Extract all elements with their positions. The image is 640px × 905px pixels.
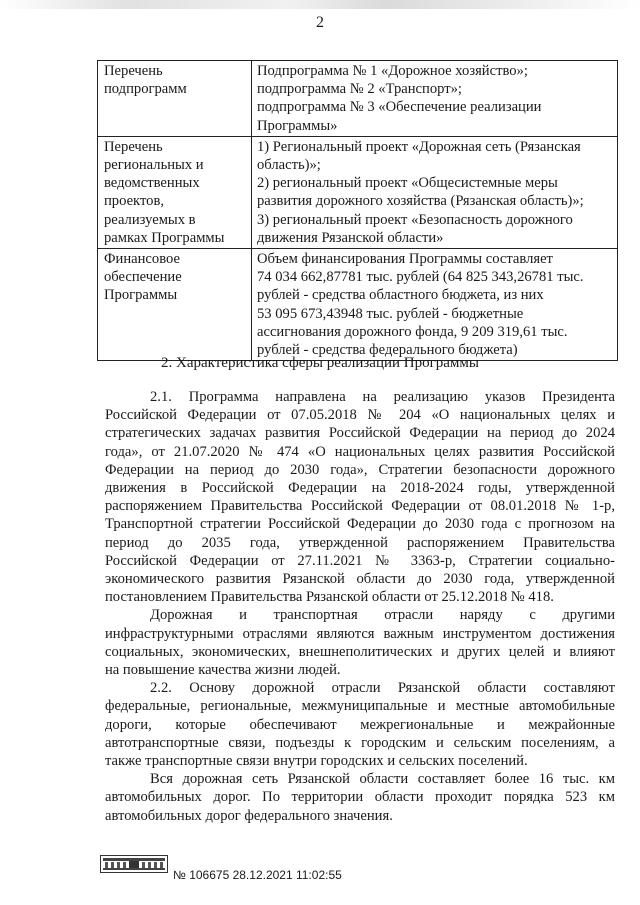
text-line: Вся дорожная сеть Рязанской области составляет более 16 тыс. км bbox=[150, 771, 615, 788]
text-line: движения в Российской Федерации на 2018-2024 годы, утвержденной bbox=[105, 480, 615, 497]
table-row bbox=[98, 136, 618, 248]
value-line: 2) региональный проект «Общесистемные меры bbox=[257, 175, 558, 192]
row-value bbox=[252, 61, 618, 137]
label-line: проектов, bbox=[104, 193, 164, 210]
text-line: автомобильных дорог федерального значения. bbox=[105, 807, 393, 824]
value-line: подпрограмма № 3 «Обеспечение реализации bbox=[257, 99, 542, 116]
table-row bbox=[98, 249, 618, 361]
text-line: дороги, которые обеспечивают межрегиональные и межрайонные bbox=[105, 716, 615, 733]
value-line: 1) Региональный проект «Дорожная сеть (Рязанская bbox=[257, 138, 581, 155]
text-line: период до 2035 года, утвержденной распоряжением Правительства bbox=[105, 534, 615, 551]
text-line: автомобильных дорог. По территории области проходит порядка 523 км bbox=[105, 789, 615, 806]
label-line: Перечень bbox=[104, 63, 163, 79]
document-footer bbox=[100, 855, 400, 895]
scan-artifact bbox=[0, 0, 640, 9]
value-line: Программы» bbox=[257, 117, 338, 134]
text-line: Транспортной стратегии Российской Федерации до 2030 года с прогнозом на bbox=[105, 516, 615, 533]
document-registration-number: № 106675 28.12.2021 11:02:55 bbox=[173, 868, 342, 882]
row-value bbox=[252, 249, 618, 361]
value-line: 74 034 662,87781 тыс. рублей (64 825 343,26781 тыс. bbox=[257, 269, 584, 286]
text-line: Российской Федерации от 27.11.2021 № 3363-р, Стратегии социально- bbox=[105, 552, 615, 569]
value-line: Объем финансирования Программы составляет bbox=[257, 251, 553, 268]
value-line: развития дорожного хозяйства (Рязанская область)»; bbox=[257, 193, 584, 210]
label-line: ведомственных bbox=[104, 175, 200, 192]
text-line: на повышение качества жизни людей. bbox=[105, 662, 341, 679]
value-line: 3) региональный проект «Безопасность дорожного bbox=[257, 211, 573, 228]
row-label bbox=[98, 249, 252, 361]
value-line: Подпрограмма № 1 «Дорожное хозяйство»; bbox=[257, 63, 528, 79]
value-line: подпрограмма № 2 «Транспорт»; bbox=[257, 81, 462, 98]
text-line: экономического развития Рязанской области до 2030 года, утвержденной bbox=[105, 571, 615, 588]
text-line: также транспортные связи внутри городских и сельских поселений. bbox=[105, 753, 528, 770]
section-title: 2. Характеристика сферы реализации Программы bbox=[161, 355, 479, 371]
text-line: постановлением Правительства Рязанской области от 25.12.2018 № 418. bbox=[105, 589, 554, 606]
value-line: область)»; bbox=[257, 157, 321, 174]
body-text bbox=[105, 388, 615, 825]
text-line: автотранспортные связи, подъезды к городским и сельским поселениям, а bbox=[105, 734, 615, 751]
label-line: рамках Программы bbox=[104, 229, 225, 246]
text-line: распоряжением Правительства Российской Федерации от 08.01.2018 № 1-р, bbox=[105, 498, 615, 515]
text-line: Российской Федерации от 07.05.2018 № 204 «О национальных целях и bbox=[105, 407, 615, 424]
value-line: рублей - средства областного бюджета, из них bbox=[257, 287, 544, 304]
value-line: ассигнования дорожного фонда, 9 209 319,61 тыс. bbox=[257, 323, 568, 340]
label-line: реализуемых в bbox=[104, 211, 196, 228]
label-line: региональных и bbox=[104, 157, 204, 174]
value-line: 53 095 673,43948 тыс. рублей - бюджетные bbox=[257, 305, 524, 322]
text-line: инфраструктурными отраслями являются важным инструментом достижения bbox=[105, 625, 615, 642]
label-line: Программы bbox=[104, 287, 178, 304]
text-line: социальных, экономических, внешнеполитических и других целей и влияют bbox=[105, 643, 615, 660]
value-line: рублей - средства федерального бюджета) bbox=[257, 342, 518, 359]
label-line: обеспечение bbox=[104, 269, 182, 286]
row-label bbox=[98, 136, 252, 248]
label-line: подпрограмм bbox=[104, 81, 187, 98]
program-passport-table bbox=[97, 60, 618, 361]
text-line: 2.2. Основу дорожной отрасли Рязанской области составляют bbox=[150, 680, 615, 697]
text-line: стратегических задачах развития Российской Федерации на период до 2024 bbox=[105, 425, 615, 442]
page-number: 2 bbox=[316, 14, 324, 31]
text-line: Дорожная и транспортная отрасли наряду с другими bbox=[150, 607, 615, 624]
text-line: года», от 21.07.2020 № 474 «О национальных целях развития Российской bbox=[105, 443, 615, 460]
label-line: Перечень bbox=[104, 138, 163, 155]
table-row bbox=[98, 61, 618, 137]
row-label bbox=[98, 61, 252, 137]
text-line: федеральные, региональные, межмуниципальные и местные автомобильные bbox=[105, 698, 615, 715]
text-line: Федерации на период до 2030 года», Стратегии безопасности дорожного bbox=[105, 461, 615, 478]
row-value bbox=[252, 136, 618, 248]
label-line: Финансовое bbox=[104, 251, 180, 268]
value-line: движения Рязанской области» bbox=[257, 229, 444, 246]
text-line: 2.1. Программа направлена на реализацию указов Президента bbox=[150, 389, 615, 405]
registry-logo-icon bbox=[100, 855, 168, 873]
